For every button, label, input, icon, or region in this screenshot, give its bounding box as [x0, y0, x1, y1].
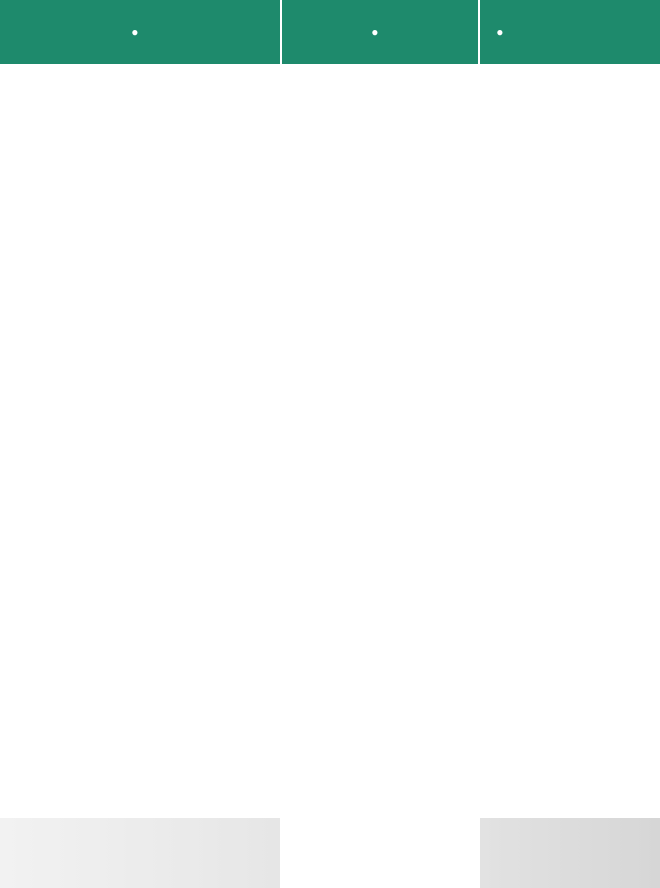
header-baseline: [282, 0, 478, 64]
table-header: [0, 0, 660, 64]
average-after: [480, 818, 660, 870]
header-after: [480, 0, 660, 64]
bullet-icon: ●: [131, 25, 139, 39]
average-baseline: [282, 818, 478, 870]
bullet-icon: ●: [371, 25, 379, 39]
table-footer: [0, 818, 660, 888]
column-divider: [280, 0, 282, 888]
column-divider: [478, 0, 480, 888]
header-projects: [0, 0, 280, 64]
bullet-icon: ●: [496, 24, 504, 39]
